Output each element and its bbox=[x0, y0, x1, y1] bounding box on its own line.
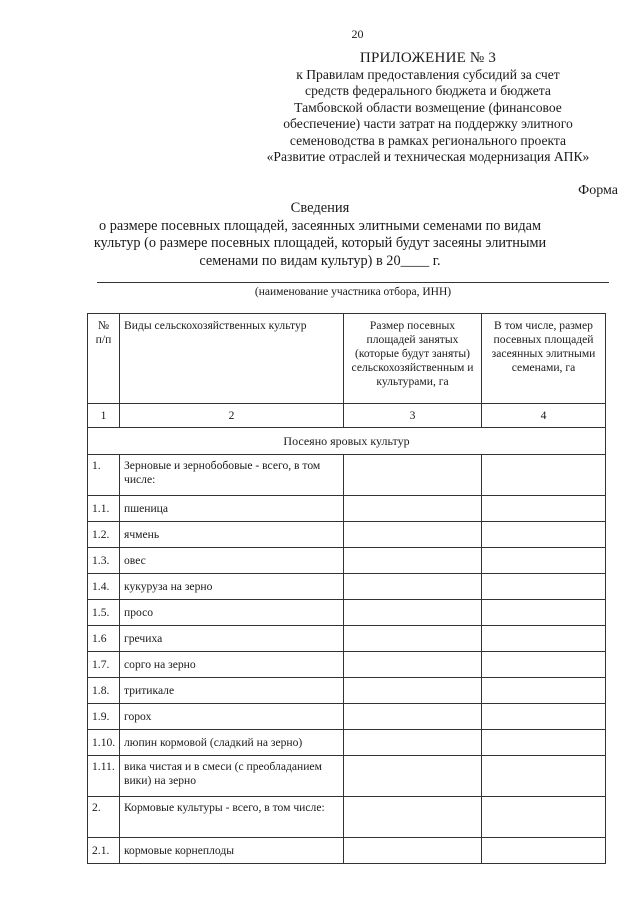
crop-name: люпин кормовой (сладкий на зерно) bbox=[120, 730, 344, 756]
elite-area-cell[interactable] bbox=[482, 797, 606, 838]
crop-name: просо bbox=[120, 600, 344, 626]
crop-name: тритикале bbox=[120, 678, 344, 704]
sown-area-cell[interactable] bbox=[344, 574, 482, 600]
appendix-line: средств федерального бюджета и бюджета bbox=[305, 83, 551, 98]
row-number: 1.2. bbox=[88, 522, 120, 548]
column-number-row bbox=[88, 404, 606, 428]
crop-name: кукуруза на зерно bbox=[120, 574, 344, 600]
table-row bbox=[88, 678, 606, 704]
table-row bbox=[88, 838, 606, 864]
row-number: 1.5. bbox=[88, 600, 120, 626]
elite-area-cell[interactable] bbox=[482, 600, 606, 626]
crop-name: пшеница bbox=[120, 496, 344, 522]
document-subtitle-line: о размере посевных площадей, засеянных элитными семенами по видам bbox=[98, 217, 542, 234]
sown-area-cell[interactable] bbox=[344, 756, 482, 797]
elite-area-cell[interactable] bbox=[482, 522, 606, 548]
table-header-row bbox=[88, 314, 606, 404]
sown-area-cell[interactable] bbox=[344, 522, 482, 548]
column-number: 1 bbox=[88, 404, 120, 428]
header-elite-area: В том числе, размер посевных площадей засеянных элитными семенами, га bbox=[482, 314, 606, 404]
appendix-line: «Развитие отраслей и техническая модернизация АПК» bbox=[266, 149, 590, 164]
participant-name-line[interactable] bbox=[97, 282, 609, 283]
sown-area-cell[interactable] bbox=[344, 455, 482, 496]
column-number: 2 bbox=[120, 404, 344, 428]
crop-name: гречиха bbox=[120, 626, 344, 652]
document-title: Сведения bbox=[290, 200, 350, 216]
row-number: 1.10. bbox=[88, 730, 120, 756]
crop-name: кормовые корнеплоды bbox=[120, 838, 344, 864]
table-row bbox=[88, 574, 606, 600]
table-row bbox=[88, 756, 606, 797]
sown-area-cell[interactable] bbox=[344, 797, 482, 838]
elite-area-cell[interactable] bbox=[482, 574, 606, 600]
table-row bbox=[88, 797, 606, 838]
elite-area-cell[interactable] bbox=[482, 626, 606, 652]
crop-name: вика чистая и в смеси (с преобладанием вики) на зерно bbox=[120, 756, 344, 797]
elite-area-cell[interactable] bbox=[482, 455, 606, 496]
row-number: 1.6 bbox=[88, 626, 120, 652]
sown-area-cell[interactable] bbox=[344, 548, 482, 574]
row-number: 1.1. bbox=[88, 496, 120, 522]
crop-name: ячмень bbox=[120, 522, 344, 548]
sown-area-cell[interactable] bbox=[344, 838, 482, 864]
appendix-line: к Правилам предоставления субсидий за счет bbox=[296, 66, 560, 82]
row-number: 1. bbox=[88, 455, 120, 496]
row-number: 1.4. bbox=[88, 574, 120, 600]
table-row bbox=[88, 600, 606, 626]
column-number: 4 bbox=[482, 404, 606, 428]
sown-area-cell[interactable] bbox=[344, 730, 482, 756]
table-row bbox=[88, 704, 606, 730]
appendix-line: Тамбовской области возмещение (финансовое bbox=[294, 99, 562, 115]
table-row bbox=[88, 548, 606, 574]
section-title: Посеяно яровых культур bbox=[88, 428, 606, 455]
form-label: Форма bbox=[578, 183, 618, 198]
appendix-block bbox=[238, 50, 618, 166]
crop-name: сорго на зерно bbox=[120, 652, 344, 678]
section-row bbox=[88, 428, 606, 455]
row-number: 1.11. bbox=[88, 756, 120, 797]
table-row bbox=[88, 496, 606, 522]
document-subtitle-line: семенами по видам культур) в 20____ г. bbox=[199, 252, 441, 269]
elite-area-cell[interactable] bbox=[482, 652, 606, 678]
appendix-line: семеноводства в рамках регионального проекта bbox=[289, 132, 567, 148]
row-number: 1.7. bbox=[88, 652, 120, 678]
row-number: 1.9. bbox=[88, 704, 120, 730]
header-sown-area: Размер посевных площадей занятых (которые будут заняты) сельскохозяйственным и культурами, га bbox=[344, 314, 482, 404]
elite-area-cell[interactable] bbox=[482, 496, 606, 522]
table-row bbox=[88, 626, 606, 652]
header-number: № п/п bbox=[88, 314, 120, 404]
elite-area-cell[interactable] bbox=[482, 838, 606, 864]
document-subtitle-line: культур (о размере посевных площадей, который будут засеяны элитными bbox=[93, 235, 547, 251]
sown-area-cell[interactable] bbox=[344, 652, 482, 678]
crop-name: овес bbox=[120, 548, 344, 574]
column-number: 3 bbox=[344, 404, 482, 428]
sown-area-cell[interactable] bbox=[344, 600, 482, 626]
crop-area-table bbox=[87, 313, 606, 864]
elite-area-cell[interactable] bbox=[482, 704, 606, 730]
table-row bbox=[88, 730, 606, 756]
row-number: 1.8. bbox=[88, 678, 120, 704]
crop-name: Зерновые и зернобобовые - всего, в том числе: bbox=[120, 455, 344, 496]
row-number: 1.3. bbox=[88, 548, 120, 574]
sown-area-cell[interactable] bbox=[344, 626, 482, 652]
row-number: 2.1. bbox=[88, 838, 120, 864]
row-number: 2. bbox=[88, 797, 120, 838]
sown-area-cell[interactable] bbox=[344, 704, 482, 730]
appendix-title: ПРИЛОЖЕНИЕ № 3 bbox=[359, 50, 497, 66]
elite-area-cell[interactable] bbox=[482, 678, 606, 704]
document-heading bbox=[0, 200, 640, 270]
crop-name: Кормовые культуры - всего, в том числе: bbox=[120, 797, 344, 838]
elite-area-cell[interactable] bbox=[482, 730, 606, 756]
elite-area-cell[interactable] bbox=[482, 548, 606, 574]
sown-area-cell[interactable] bbox=[344, 678, 482, 704]
table-row bbox=[88, 455, 606, 496]
sown-area-cell[interactable] bbox=[344, 496, 482, 522]
appendix-line: обеспечение) части затрат на поддержку элитного bbox=[283, 116, 573, 131]
page-number: 20 bbox=[351, 27, 364, 41]
crop-name: горох bbox=[120, 704, 344, 730]
elite-area-cell[interactable] bbox=[482, 756, 606, 797]
table-row bbox=[88, 522, 606, 548]
participant-caption: (наименование участника отбора, ИНН) bbox=[254, 286, 452, 298]
table-row bbox=[88, 652, 606, 678]
header-crop-type: Виды сельскохозяйственных культур bbox=[120, 314, 344, 404]
